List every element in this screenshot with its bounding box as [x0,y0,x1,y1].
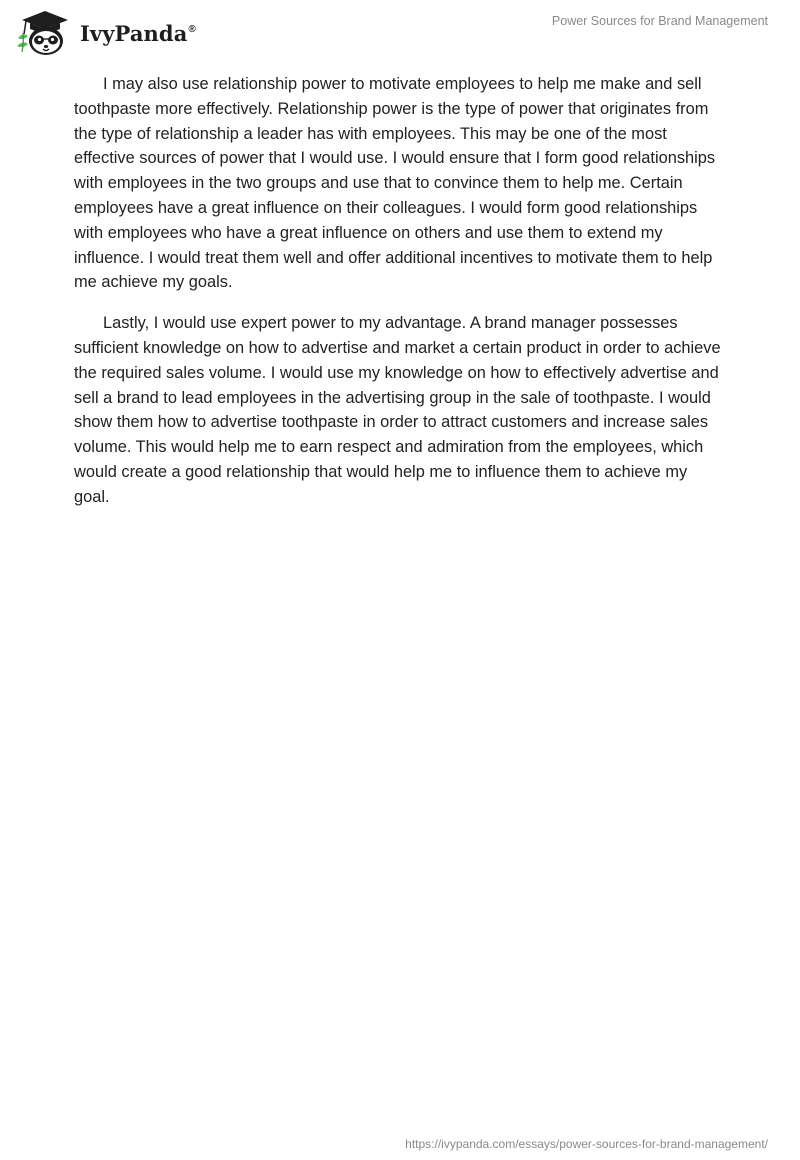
panda-graduate-icon [14,8,74,56]
registered-mark: ® [188,23,196,35]
essay-body [74,72,726,526]
document-title: Power Sources for Brand Management [551,14,768,28]
page-header [0,0,800,64]
brand-logo[interactable] [14,8,196,56]
brand-name: IvyPanda® [80,20,196,46]
paragraph: I may also use relationship power to motivate employees to help me make and sell toothpaste more effectively. Relationship power is the type of power that originates from the type of relationship a leader has with employees. This may be one of the most effective sources of power that I would use. I would ensure that I form good relationships with employees in the two groups and use that to convince them to help me. Certain employees have a great influence on their colleagues. I would form good relationships with employees who have a great influence on others and use them to extend my influence. I would treat them well and offer additional incentives to motivate them to help me achieve my goals. [74,75,716,292]
source-url[interactable]: https://ivypanda.com/essays/power-sources-for-brand-management/ [405,1137,768,1151]
paragraph: Lastly, I would use expert power to my advantage. A brand manager possesses sufficient knowledge on how to advertise and market a certain product in order to achieve the required sales volume. I would use my knowledge on how to effectively advertise and sell a brand to lead employees in the advertising group in the sale of toothpaste. I would show them how to advertise toothpaste in order to attract customers and increase sales volume. This would help me to earn respect and admiration from the employees, which would create a good relationship that would help me to influence them to achieve my goal. [74,314,721,506]
